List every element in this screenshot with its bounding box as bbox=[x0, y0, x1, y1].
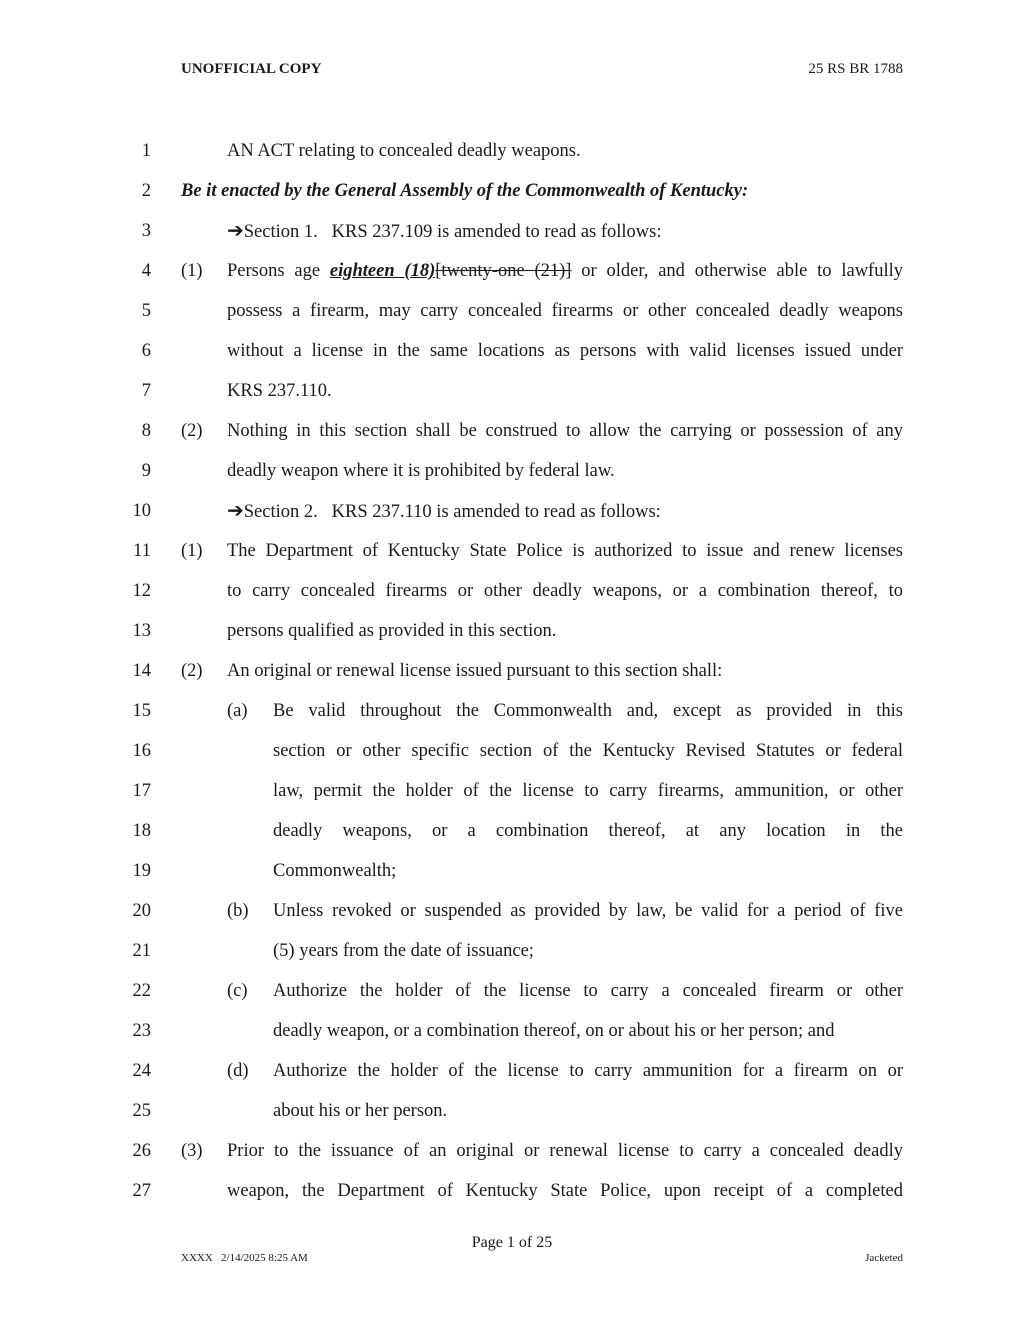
bill-line bbox=[0, 1100, 1024, 1140]
bill-line bbox=[0, 580, 1024, 620]
bill-line bbox=[0, 340, 1024, 380]
line-text: to carry concealed firearms or other deadly weapons, or a combination thereof, to bbox=[227, 581, 903, 601]
line-text: Unless revoked or suspended as provided by law, be valid for a period of five bbox=[273, 901, 903, 921]
bill-line bbox=[0, 740, 1024, 780]
line-text: without a license in the same locations as persons with valid licenses issued under bbox=[227, 341, 903, 361]
text-after: or older, and otherwise able to lawfully bbox=[571, 261, 903, 281]
bill-line bbox=[0, 1180, 1024, 1220]
amended-text bbox=[227, 260, 903, 282]
footer-timestamp: XXXX 2/14/2025 8:25 AM bbox=[181, 1252, 308, 1264]
line-number: 23 bbox=[132, 1021, 151, 1041]
bill-line bbox=[0, 220, 1024, 260]
bill-line bbox=[0, 140, 1024, 180]
line-number: 14 bbox=[132, 661, 151, 681]
section-heading-text: Section 1. KRS 237.109 is amended to read as follows: bbox=[243, 222, 662, 242]
enacting-clause: Be it enacted by the General Assembly of the Commonwealth of Kentucky: bbox=[181, 181, 749, 201]
deleted-text: [twenty-one (21)] bbox=[435, 261, 572, 281]
line-number: 5 bbox=[141, 301, 151, 321]
line-number: 9 bbox=[141, 461, 151, 481]
section-heading bbox=[227, 220, 903, 243]
line-text: Nothing in this section shall be construed to allow the carrying or possession of any bbox=[227, 421, 903, 441]
line-number: 2 bbox=[141, 181, 151, 201]
line-text: law, permit the holder of the license to carry firearms, ammunition, or other bbox=[273, 781, 903, 801]
arrow-right-icon: ➔ bbox=[227, 500, 244, 522]
subsection-number: (2) bbox=[181, 421, 203, 441]
bill-line bbox=[0, 460, 1024, 500]
paragraph-letter: (a) bbox=[227, 701, 248, 721]
line-text: KRS 237.110. bbox=[227, 381, 332, 401]
bill-line bbox=[0, 1020, 1024, 1060]
line-number: 22 bbox=[132, 981, 151, 1001]
line-number: 7 bbox=[141, 381, 151, 401]
bill-line bbox=[0, 700, 1024, 740]
bill-line bbox=[0, 860, 1024, 900]
line-text: An original or renewal license issued pursuant to this section shall: bbox=[227, 661, 723, 681]
header-left: UNOFFICIAL COPY bbox=[181, 61, 322, 77]
subsection-number: (1) bbox=[181, 541, 203, 561]
line-text: weapon, the Department of Kentucky State Police, upon receipt of a completed bbox=[227, 1181, 903, 1201]
line-text: (5) years from the date of issuance; bbox=[273, 941, 534, 961]
line-number: 8 bbox=[141, 421, 151, 441]
bill-line bbox=[0, 620, 1024, 660]
line-number: 27 bbox=[132, 1181, 151, 1201]
line-text: persons qualified as provided in this section. bbox=[227, 621, 557, 641]
text-before: Persons age bbox=[227, 261, 330, 281]
line-text: deadly weapon, or a combination thereof, on or about his or her person; and bbox=[273, 1021, 835, 1041]
bill-line bbox=[0, 420, 1024, 460]
section-heading-text: Section 2. KRS 237.110 is amended to read as follows: bbox=[243, 502, 661, 522]
paragraph-letter: (b) bbox=[227, 901, 249, 921]
line-number: 4 bbox=[141, 261, 151, 281]
line-text: Prior to the issuance of an original or renewal license to carry a concealed deadly bbox=[227, 1141, 903, 1161]
line-number: 26 bbox=[132, 1141, 151, 1161]
line-text: about his or her person. bbox=[273, 1101, 448, 1121]
line-number: 19 bbox=[132, 861, 151, 881]
bill-line bbox=[0, 660, 1024, 700]
line-text: possess a firearm, may carry concealed firearms or other concealed deadly weapons bbox=[227, 301, 903, 321]
arrow-right-icon: ➔ bbox=[227, 220, 244, 242]
act-title: AN ACT relating to concealed deadly weapons. bbox=[227, 141, 581, 161]
bill-line bbox=[0, 900, 1024, 940]
line-number: 13 bbox=[132, 621, 151, 641]
bill-line bbox=[0, 260, 1024, 300]
line-number: 24 bbox=[132, 1061, 151, 1081]
line-text: section or other specific section of the Kentucky Revised Statutes or federal bbox=[273, 741, 903, 761]
line-number: 16 bbox=[132, 741, 151, 761]
paragraph-letter: (c) bbox=[227, 981, 248, 1001]
line-number: 25 bbox=[132, 1101, 151, 1121]
line-number: 18 bbox=[132, 821, 151, 841]
footer-status: Jacketed bbox=[865, 1252, 903, 1264]
line-number: 20 bbox=[132, 901, 151, 921]
line-number: 11 bbox=[133, 541, 151, 561]
line-text: Commonwealth; bbox=[273, 861, 397, 881]
subsection-number: (3) bbox=[181, 1141, 203, 1161]
subsection-number: (1) bbox=[181, 261, 203, 281]
line-text: Authorize the holder of the license to carry ammunition for a firearm on or bbox=[273, 1061, 903, 1081]
section-heading bbox=[227, 500, 903, 523]
line-number: 15 bbox=[132, 701, 151, 721]
bill-line bbox=[0, 820, 1024, 860]
line-number: 21 bbox=[132, 941, 151, 961]
page-number: Page 1 of 25 bbox=[471, 1234, 553, 1251]
line-text: deadly weapons, or a combination thereof, at any location in the bbox=[273, 821, 903, 841]
bill-line bbox=[0, 300, 1024, 340]
inserted-text: eighteen (18) bbox=[329, 261, 436, 281]
bill-line bbox=[0, 940, 1024, 980]
paragraph-letter: (d) bbox=[227, 1061, 249, 1081]
line-text: Authorize the holder of the license to carry a concealed firearm or other bbox=[273, 981, 903, 1001]
bill-line bbox=[0, 540, 1024, 580]
bill-line bbox=[0, 780, 1024, 820]
line-number: 3 bbox=[141, 221, 151, 241]
bill-line bbox=[0, 1060, 1024, 1100]
line-text: The Department of Kentucky State Police is authorized to issue and renew licenses bbox=[227, 541, 903, 561]
header-right: 25 RS BR 1788 bbox=[808, 61, 903, 77]
bill-line bbox=[0, 980, 1024, 1020]
line-number: 6 bbox=[141, 341, 151, 361]
line-number: 12 bbox=[132, 581, 151, 601]
bill-line bbox=[0, 500, 1024, 540]
bill-line bbox=[0, 1140, 1024, 1180]
line-number: 17 bbox=[132, 781, 151, 801]
line-number: 10 bbox=[132, 501, 151, 521]
line-text: deadly weapon where it is prohibited by federal law. bbox=[227, 461, 615, 481]
line-text: Be valid throughout the Commonwealth and, except as provided in this bbox=[273, 701, 903, 721]
bill-line bbox=[0, 180, 1024, 220]
line-number: 1 bbox=[141, 141, 151, 161]
subsection-number: (2) bbox=[181, 661, 203, 681]
bill-line bbox=[0, 380, 1024, 420]
